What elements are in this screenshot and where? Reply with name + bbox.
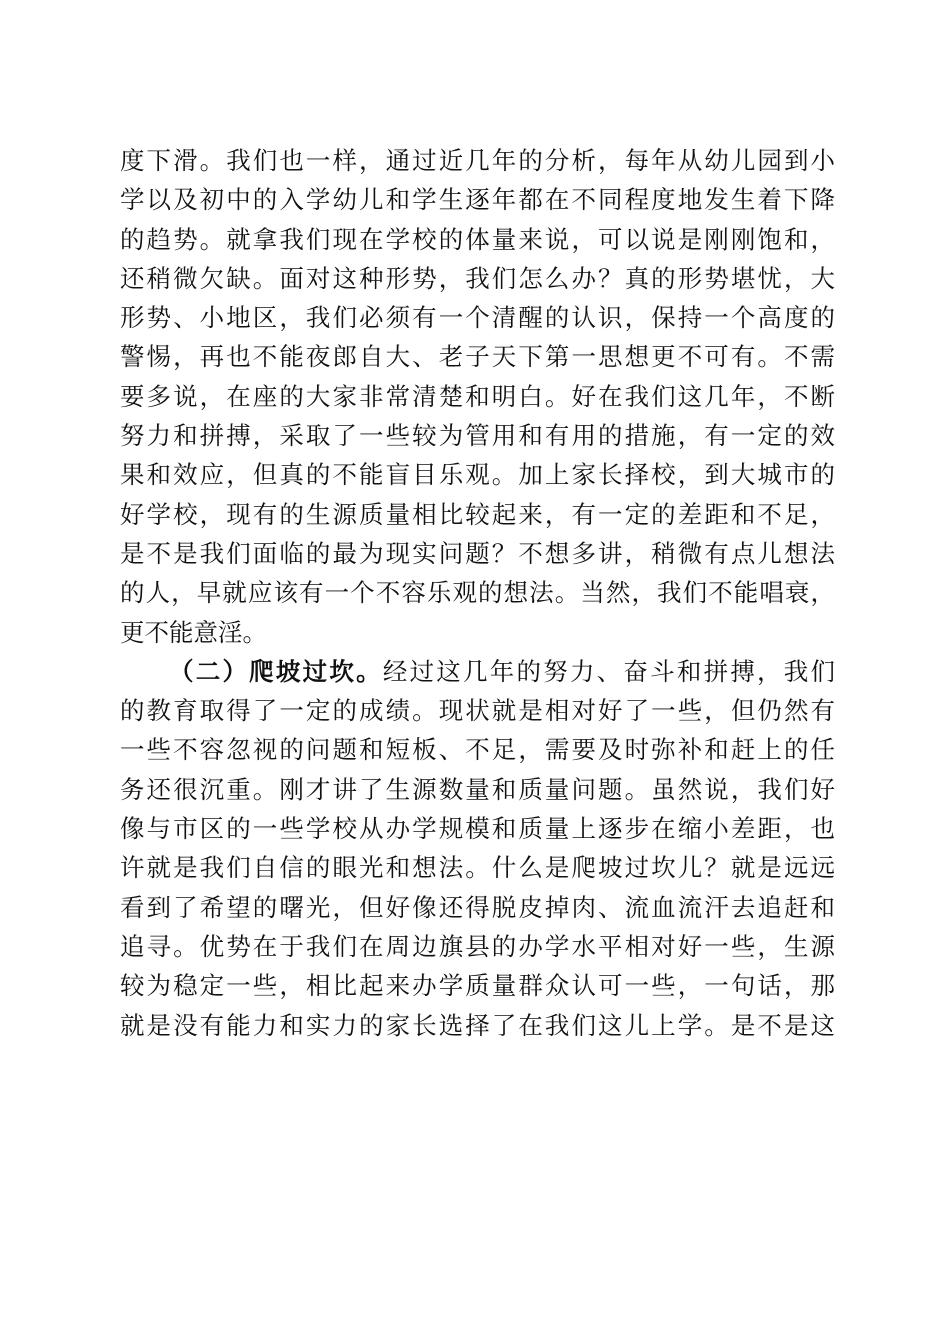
- section-heading: （二）爬坡过坎。: [169, 656, 383, 686]
- text-line: 许就是我们自信的眼光和想法。什么是爬坡过坎儿？就是远远: [120, 853, 835, 883]
- text-line: 就是没有能力和实力的家长选择了在我们这儿上学。是不是这: [120, 1010, 835, 1040]
- text-line: 还稍微欠缺。面对这种形势，我们怎么办？真的形势堪忧，大: [120, 263, 835, 293]
- text-line: 度下滑。我们也一样，通过近几年的分析，每年从幼儿园到小: [120, 146, 835, 175]
- text-line: 的人，早就应该有一个不容乐观的想法。当然，我们不能唱衰，: [120, 578, 835, 608]
- text-line: 努力和拼搏，采取了一些较为管用和有用的措施，有一定的效: [120, 421, 835, 451]
- text-line: 要多说，在座的大家非常清楚和明白。好在我们这几年，不断: [120, 381, 835, 411]
- text-line: 的教育取得了一定的成绩。现状就是相对好了一些，但仍然有: [120, 696, 835, 726]
- text-line: 的趋势。就拿我们现在学校的体量来说，可以说是刚刚饱和，: [120, 224, 835, 254]
- text-line: 务还很沉重。刚才讲了生源数量和质量问题。虽然说，我们好: [120, 774, 835, 804]
- text-line: 警惕，再也不能夜郎自大、老子天下第一思想更不可有。不需: [120, 342, 835, 372]
- body-text: [120, 142, 835, 1046]
- text-line: 一些不容忽视的问题和短板、不足，需要及时弥补和赶上的任: [120, 735, 835, 765]
- section-heading-line: [120, 653, 835, 691]
- text-line: 形势、小地区，我们必须有一个清醒的认识，保持一个高度的: [120, 303, 835, 333]
- text-line: 是不是我们面临的最为现实问题？不想多讲，稍微有点儿想法: [120, 538, 835, 568]
- text-line: 学以及初中的入学幼儿和学生逐年都在不同程度地发生着下降: [120, 185, 835, 215]
- text-line: 像与市区的一些学校从办学规模和质量上逐步在缩小差距，也: [120, 814, 835, 844]
- text-line: 更不能意淫。: [120, 617, 267, 647]
- text-line: 好学校，现有的生源质量相比较起来，有一定的差距和不足，: [120, 499, 835, 529]
- text-line: 看到了希望的曙光，但好像还得脱皮掉肉、流血流汗去追赶和: [120, 892, 835, 922]
- text-line: 追寻。优势在于我们在周边旗县的办学水平相对好一些，生源: [120, 931, 835, 961]
- section-heading-rest: 经过这几年的努力、奋斗和拼搏，我们: [382, 656, 836, 686]
- text-line: 果和效应，但真的不能盲目乐观。加上家长择校，到大城市的: [120, 460, 835, 490]
- text-line: 较为稳定一些，相比起来办学质量群众认可一些，一句话，那: [120, 971, 835, 1001]
